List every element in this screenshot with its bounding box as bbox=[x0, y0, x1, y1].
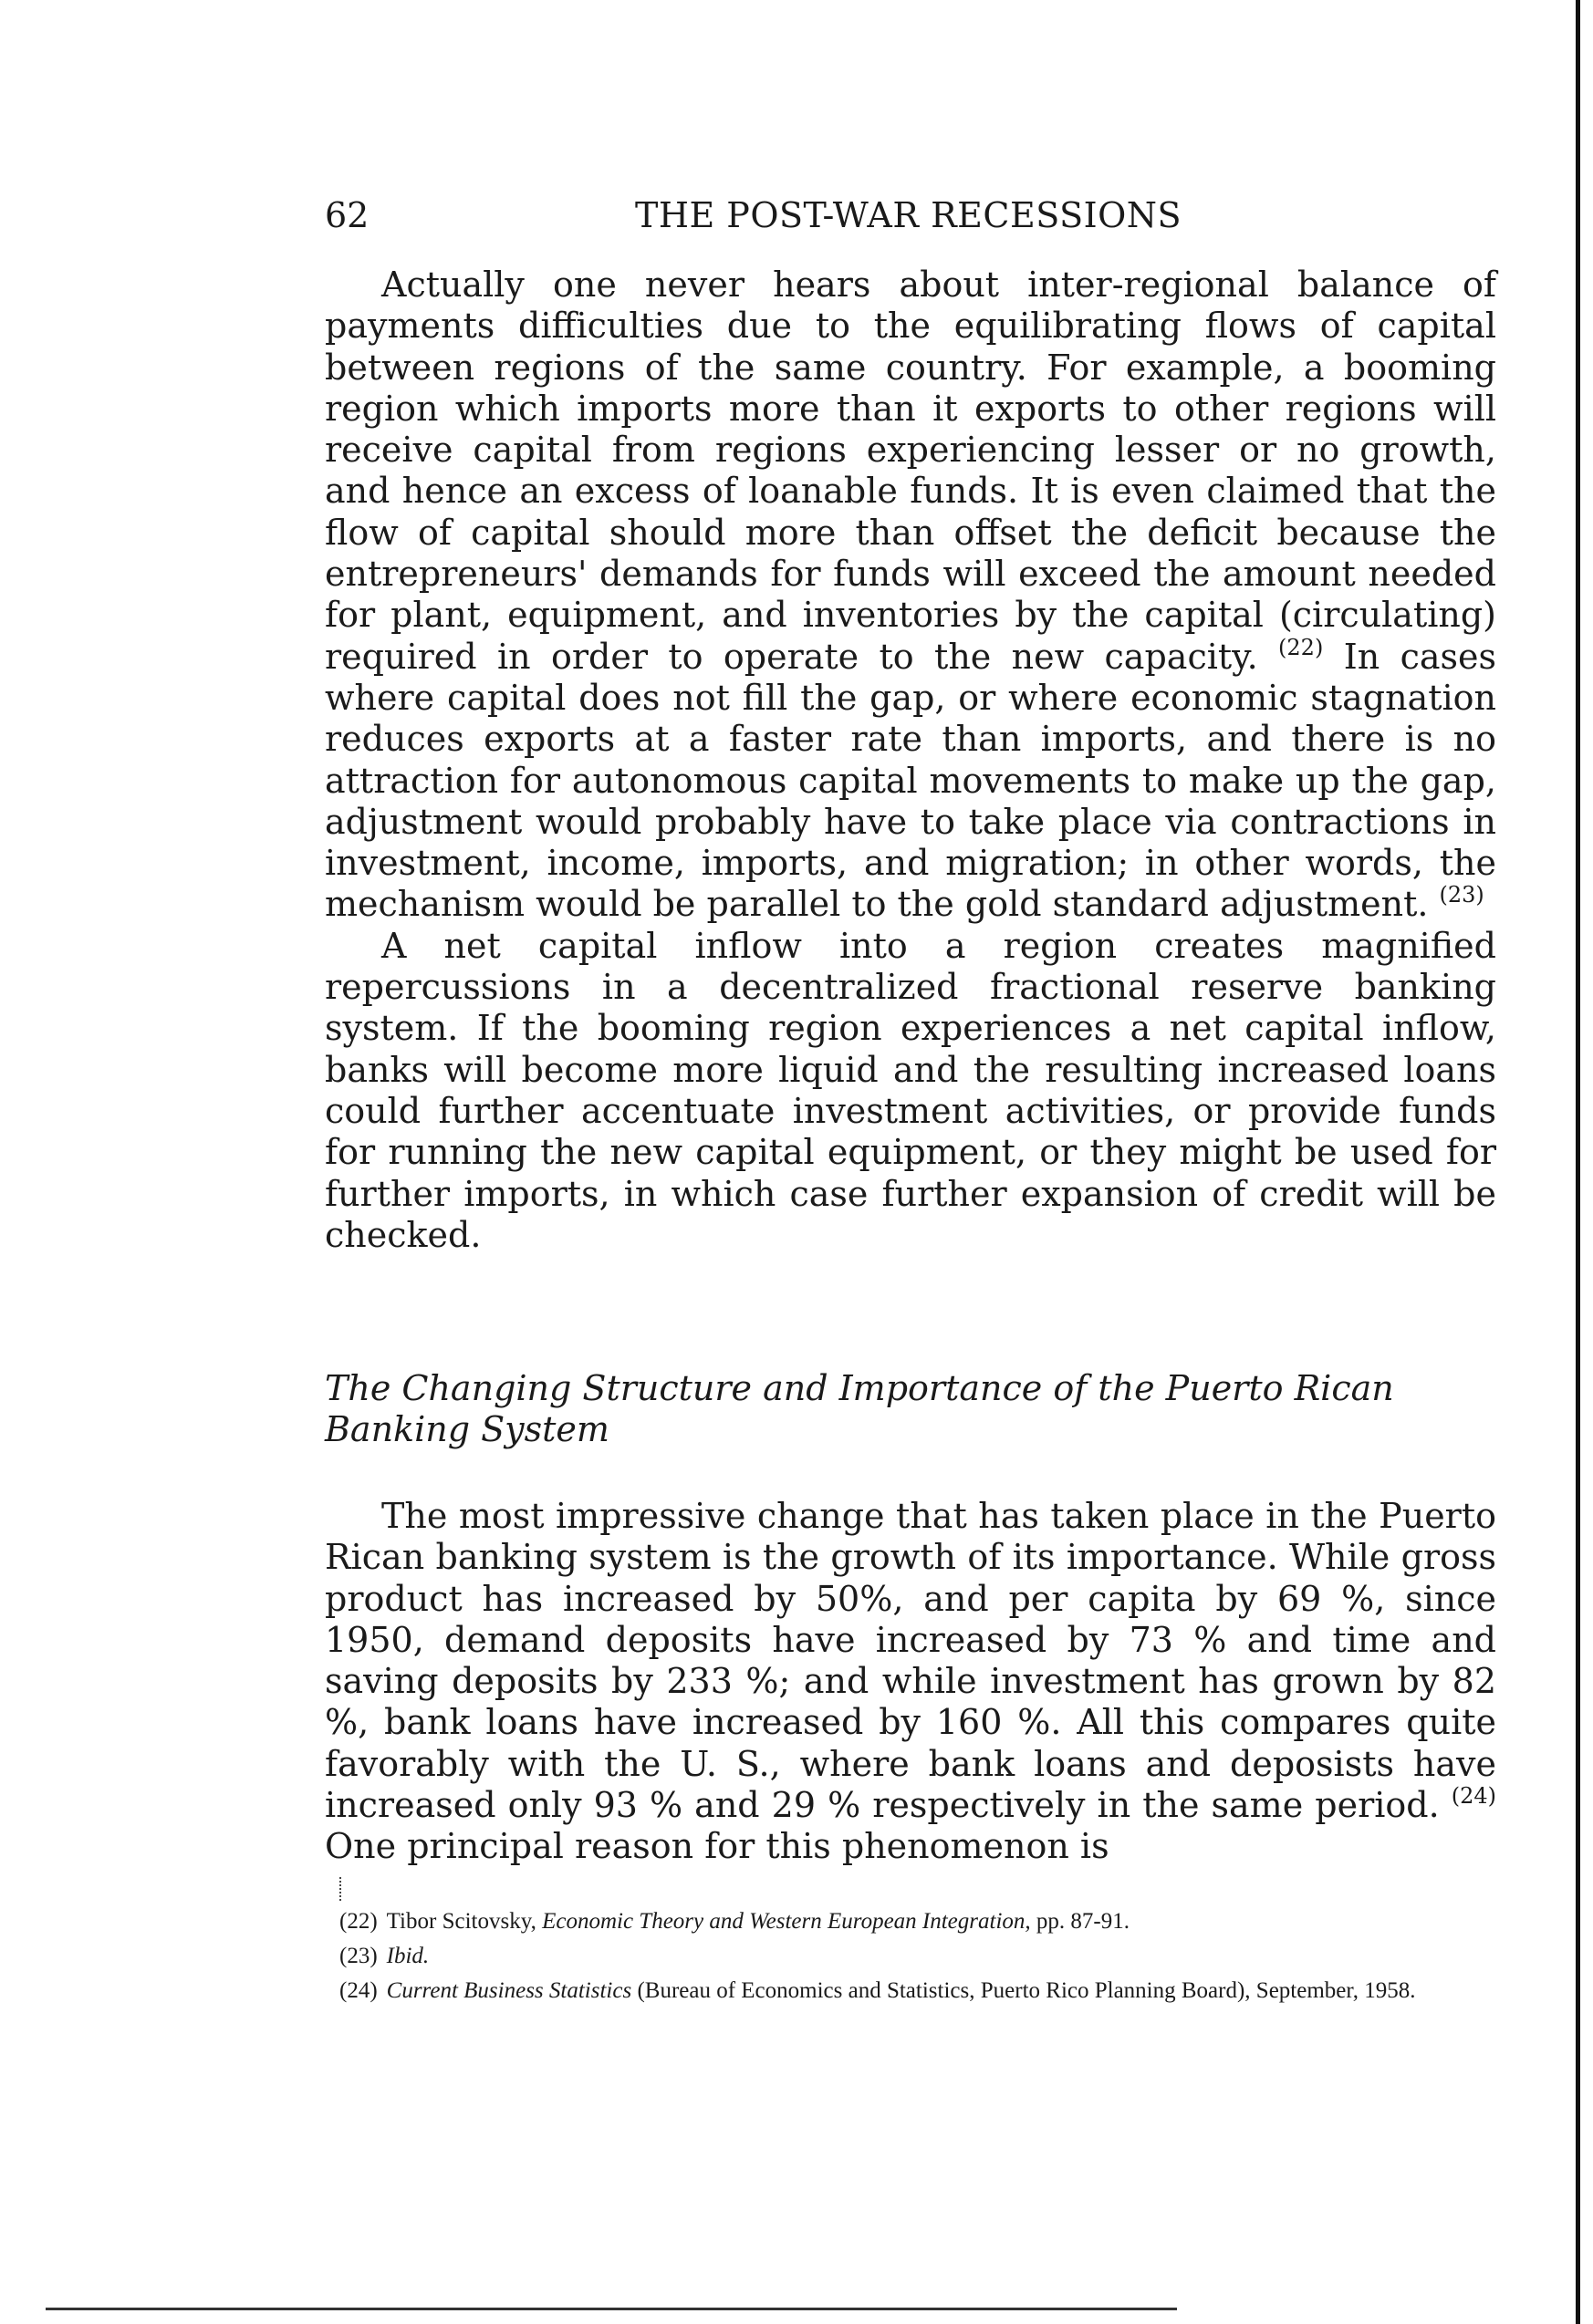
page-edge-bottom bbox=[46, 2308, 1177, 2310]
footnote-23 bbox=[325, 1941, 1496, 1972]
section-text bbox=[325, 1496, 1496, 1868]
paragraph-banking-growth bbox=[325, 1496, 1496, 1868]
footnote-number: (23) bbox=[339, 1944, 378, 1968]
footnote-number: (24) bbox=[339, 1978, 378, 2003]
footnote-title: Economic Theory and Western European Integration, bbox=[542, 1909, 1031, 1934]
footnote-24 bbox=[325, 1976, 1496, 2007]
footnote-rest: pp. 87-91. bbox=[1036, 1909, 1130, 1934]
page-edge-right bbox=[1576, 0, 1580, 2324]
footnote-22 bbox=[325, 1906, 1496, 1937]
paragraph-continuation: In cases where capital does not fill the gap, or where economic stagnation reduces exports at a faster rate than imports, and there is no attraction for autonomous capital movements to make up the gap, adjustment would probably have to take place via contractions in investment, income, imports, and migration; in other words, the mechanism would be parallel to the gold standard adjustment. bbox=[325, 636, 1496, 925]
footnote-title: Ibid. bbox=[386, 1944, 430, 1968]
paragraph-text: Actually one never hears about inter-regional balance of payments difficulties due to the equilibrating flows of capital between regions of the same country. For example, a booming region which imports more than it exports to other regions will receive capital from regions experiencing lesser or no growth, and hence an excess of loanable funds. It is even claimed that the flow of capital should more than offset the deficit because the entrepreneurs' demands for funds will exceed the amount needed for plant, equipment, and inventories by the capital (circulating) required in order to operate to the new capacity. bbox=[325, 265, 1496, 677]
page-number: 62 bbox=[325, 195, 370, 235]
footnote-ref-24: (24) bbox=[1451, 1783, 1496, 1810]
running-title: THE POST-WAR RECESSIONS bbox=[635, 195, 1182, 235]
footnote-rest: (Bureau of Economics and Statistics, Puerto Rico Planning Board), September, 1958. bbox=[637, 1978, 1416, 2003]
footnote-ref-22: (22) bbox=[1278, 634, 1324, 660]
footnote-author: Tibor Scitovsky, bbox=[386, 1909, 536, 1934]
page-header bbox=[325, 188, 1237, 243]
footnote-separator-mark bbox=[339, 1877, 343, 1901]
main-text bbox=[325, 265, 1496, 1256]
paragraph-text: The most impressive change that has taken place in the Puerto Rican banking system is the growth of its importance. While gross product has increased by 50%, and per capita by 69 %, since 1950, demand deposits have increased by 73 % and time and saving deposits by 233 %; and while investment has grown by 82 %, bank loans have increased by 160 %. All this compares quite favorably with the U. S., where bank loans and deposists have increased only 93 % and 29 % respectively in the same period. bbox=[325, 1496, 1496, 1826]
paragraph-tail: One principal reason for this phenomenon is bbox=[325, 1826, 1109, 1867]
paragraph-text: A net capital inflow into a region creates magnified repercussions in a decentralized fractional reserve banking system. If the booming region experiences a net capital inflow, banks will become more liquid and the resulting increased loans could further accentuate investment activities, or provide funds for running the new capital equipment, or they might be used for further imports, in which case further expansion of credit will be checked. bbox=[325, 925, 1496, 1255]
footnote-ref-23: (23) bbox=[1439, 882, 1484, 908]
paragraph-capital-flows bbox=[325, 265, 1496, 926]
paragraph-net-capital-inflow bbox=[325, 926, 1496, 1256]
footnote-number: (22) bbox=[339, 1909, 378, 1934]
footnote-title: Current Business Statistics bbox=[386, 1978, 632, 2003]
section-heading: The Changing Structure and Importance of the Puerto Rican Banking System bbox=[325, 1368, 1394, 1449]
footnotes bbox=[325, 1906, 1496, 2010]
